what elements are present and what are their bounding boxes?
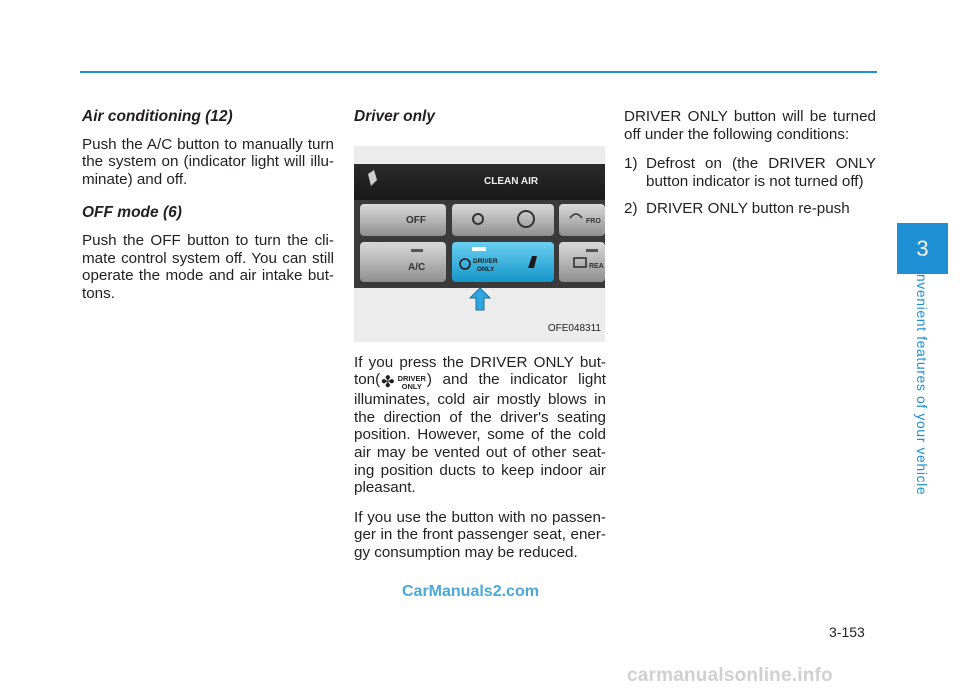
- paragraph-air-conditioning: Push the A/C button to manually turn the system on (indicator light will illu-minate) and off.: [82, 135, 334, 188]
- list-item-number: 1): [624, 155, 638, 173]
- chapter-title: Convenient features of your vehicle: [914, 254, 930, 496]
- heading-air-conditioning: Air conditioning (12): [82, 108, 233, 125]
- paragraph-driver-only: [354, 354, 606, 497]
- driver-only-icon-line-1: DRIVER: [397, 374, 426, 384]
- heading-driver-only: Driver only: [354, 108, 435, 125]
- column-1: [82, 108, 334, 314]
- photo-label-off: OFF: [406, 214, 426, 226]
- list-item: [624, 200, 876, 218]
- climate-panel-photo: [354, 146, 605, 342]
- list-item-text: DRIVER ONLY button re-push: [646, 200, 850, 218]
- driver-only-icon: [381, 375, 426, 391]
- chapter-tab: 3: [897, 223, 948, 274]
- paragraph-passenger: If you use the button with no passen-ger in the front passenger seat, ener-gy consumption may be reduced.: [354, 508, 606, 561]
- list-item-number: 2): [624, 200, 638, 218]
- paragraph-driver-only-text-1: If you press the DRIVER ONLY but-ton(: [354, 353, 606, 389]
- watermark-carmanualsonline[interactable]: carmanualsonline.info: [627, 665, 833, 686]
- photo-label-clean-air: CLEAN AIR: [484, 175, 539, 187]
- paragraph-conditions: DRIVER ONLY button will be turned off under the following conditions:: [624, 108, 876, 143]
- heading-off-mode: OFF mode (6): [82, 204, 182, 222]
- watermark-carmanuals2[interactable]: CarManuals2.com: [402, 583, 539, 600]
- photo-label-rear: REA: [589, 262, 604, 270]
- column-2: [354, 108, 606, 574]
- driver-only-icon-line-2: ONLY: [401, 382, 422, 392]
- photo-label-ac: A/C: [408, 261, 426, 273]
- photo-label-only: ONLY: [477, 265, 495, 273]
- photo-label-driver: DRIVER: [473, 257, 498, 265]
- page-number: 3-153: [829, 624, 865, 640]
- fan-icon: ✤: [381, 374, 395, 392]
- paragraph-driver-only-text-2: ) and the indicator light illuminates, cold air mostly blows in the direction of the driver's seating position. However, some of the cold air may be vented out of other seat-ing position ducts to keep indoor air pleasant.: [354, 371, 606, 497]
- paragraph-off-mode: Push the OFF button to turn the cli-mate control system off. You can still operate the mode and air intake but-tons.: [82, 231, 334, 302]
- list-item-text: Defrost on (the DRIVER ONLY button indicator is not turned off): [646, 155, 876, 190]
- header-rule: [80, 71, 877, 73]
- photo-label-front: FRO: [586, 217, 601, 225]
- column-3: [624, 108, 876, 228]
- photo-code: OFE048311: [546, 320, 603, 338]
- list-item: [624, 155, 876, 190]
